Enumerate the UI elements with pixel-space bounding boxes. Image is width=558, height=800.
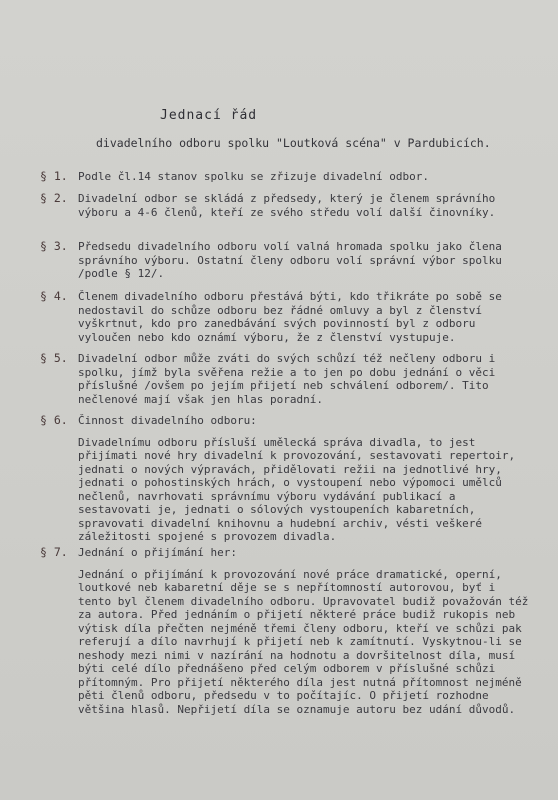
section-4 bbox=[40, 290, 530, 344]
section-mark: § 1. bbox=[40, 169, 68, 183]
section-text: Divadelní odbor může zváti do svých schůzí též nečleny odboru i spolku, jímž byla svěřena režie a to jen po dobu jednání o věci příslušné /ovšem po jejím přijetí neb schválení odborem/. Tito nečlenové mají však jen hlas poradní. bbox=[78, 352, 496, 406]
section-mark: § 3. bbox=[40, 239, 68, 253]
section-3 bbox=[40, 240, 530, 281]
section-text: Předsedu divadelního odboru volí valná hromada spolku jako člena správního výboru. Ostatní členy odboru volí správní výbor spolku /podle § 12/. bbox=[78, 240, 502, 280]
section-1 bbox=[40, 170, 530, 184]
section-2 bbox=[40, 192, 530, 219]
document-subtitle: divadelního odboru spolku "Loutková scéna" v Pardubicích. bbox=[96, 136, 491, 150]
section-mark: § 2. bbox=[40, 191, 68, 205]
section-mark: § 7. bbox=[40, 545, 68, 559]
section-heading: Jednání o přijímání her: bbox=[78, 546, 237, 559]
section-7 bbox=[40, 546, 530, 716]
section-mark: § 4. bbox=[40, 289, 68, 303]
section-5 bbox=[40, 352, 530, 406]
section-6 bbox=[40, 414, 530, 544]
section-paragraph: Jednání o přijímání k provozování nové práce dramatické, operní, loutkové neb kabaretní děje se s nepřítomností autorovou, byť i tento byl členem divadelního odboru. Upravovatel budiž považován též za autora. Před jednáním o přijetí některé práce budiž rukopis neb výtisk díla přečten nejméně třemi členy odboru, kteří ve schůzi pak referují a dílo navrhují k přijetí neb k zamítnutí. Vyskytnou-li se neshody mezi nimi v nazírání na hodnotu a dovršitelnost díla, musí býti celé dílo přednášeno před celým odborem v příslušné schůzi přítomným. Pro přijetí některého díla jest nutná přítomnost nejméně pěti členů odboru, předsedu v to počítajíc. O přijetí rozhodne většina hlasů. Nepřijetí díla se oznamuje autoru bez udání důvodů. bbox=[78, 567, 529, 716]
document-title: Jednací řád bbox=[160, 108, 258, 123]
section-mark: § 5. bbox=[40, 351, 68, 365]
section-heading: Činnost divadelního odboru: bbox=[78, 414, 257, 427]
section-mark: § 6. bbox=[40, 413, 68, 427]
section-paragraph: Divadelnímu odboru přísluší umělecká správa divadla, to jest přijímati nové hry divadelní k provozování, sestavovati repertoir, jednati o nových výpravách, přidělovati režii na jednotlivé hry, jednati o pohostinských hrách, o vystoupení nebo výpomoci umělců nečlenů, navrhovati správnímu výboru vydávání publikací a sestavovati je, jednati o sólových vystoupeních kabaretních, spravovati divadelní knihovnu a hudební archiv, vésti veškeré záležitosti spojené s provozem divadla. bbox=[78, 435, 516, 543]
section-text: Členem divadelního odboru přestává býti, kdo třikráte po sobě se nedostavil do schůze odboru bez řádné omluvy a byl z členství vyškrtnut, kdo pro zanedbávání svých povinností byl z odboru vyloučen nebo kdo oznámí výboru, že z členství vystupuje. bbox=[78, 290, 502, 344]
section-text: Podle čl.14 stanov spolku se zřizuje divadelní odbor. bbox=[78, 170, 429, 183]
section-text: Divadelní odbor se skládá z předsedy, který je členem správního výboru a 4-6 členů, kteří ze svého středu volí další činovníky. bbox=[78, 192, 496, 219]
